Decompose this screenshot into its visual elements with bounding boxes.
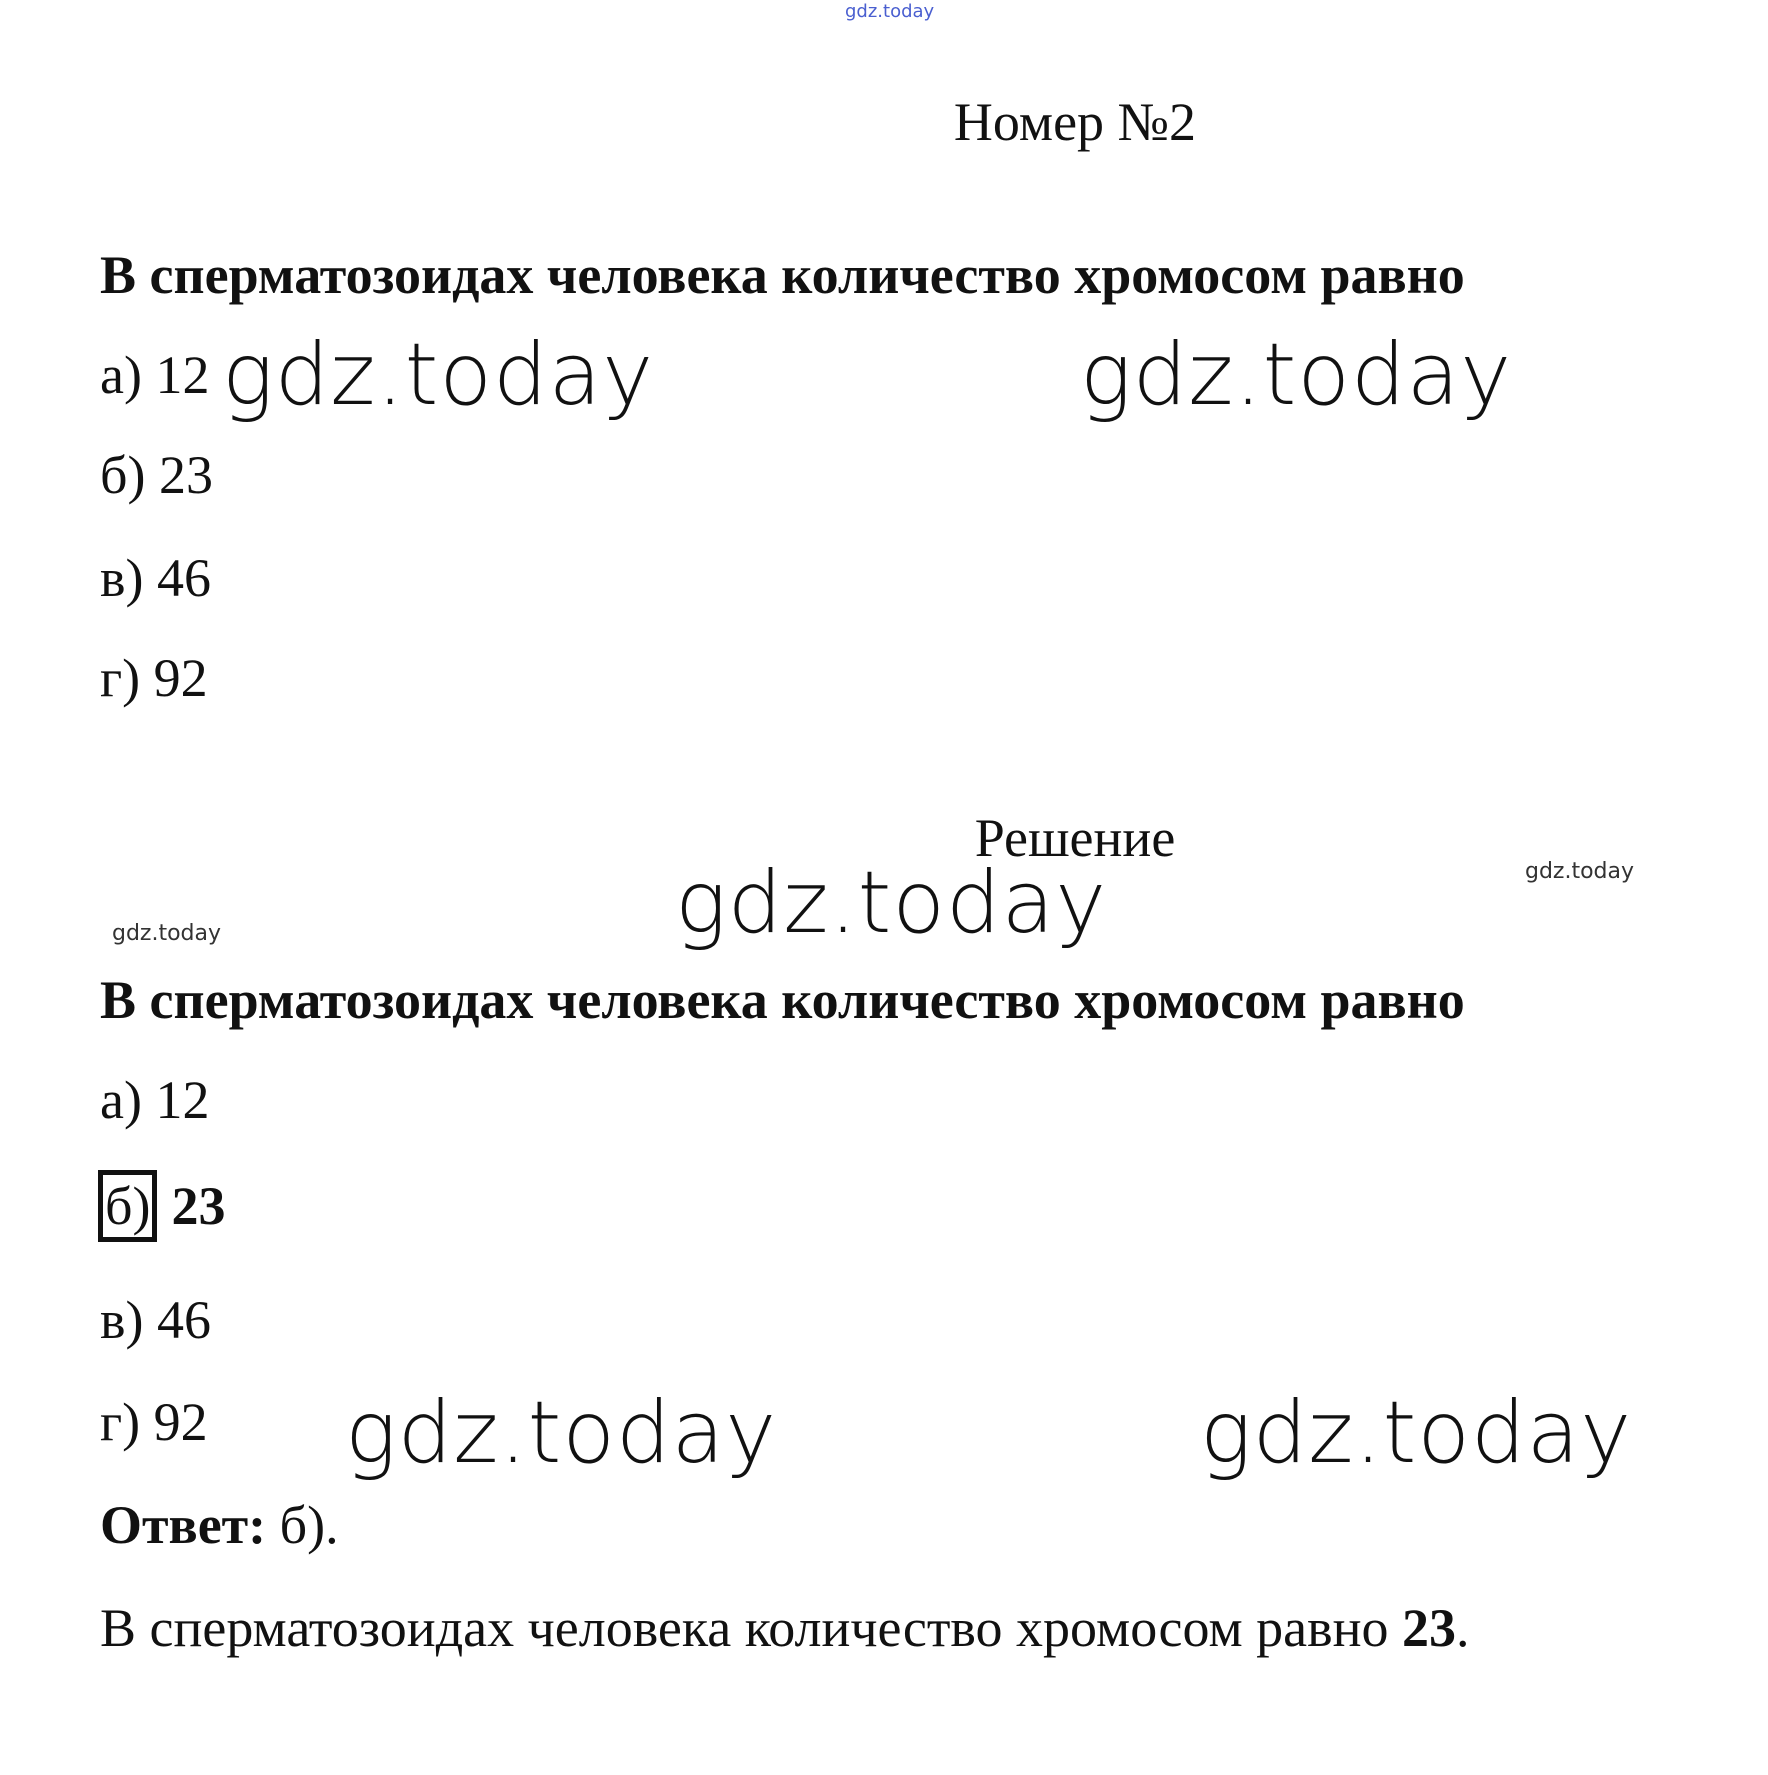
option-a — [100, 345, 209, 405]
conclusion-line — [100, 1598, 1470, 1658]
solution-option-c — [100, 1290, 211, 1350]
option-letter: в) — [100, 1290, 144, 1350]
conclusion-end: . — [1456, 1598, 1470, 1658]
watermark-2: gdz.today — [1080, 325, 1513, 425]
option-letter: г) — [100, 1392, 141, 1452]
watermark-small-right: gdz.today — [1525, 859, 1635, 884]
selected-answer-box: б) — [98, 1170, 157, 1242]
option-letter: в) — [100, 548, 144, 608]
watermark-top: gdz.today — [845, 1, 935, 22]
option-letter: г) — [100, 648, 141, 708]
answer-line — [100, 1495, 339, 1555]
option-value: 46 — [156, 548, 211, 608]
option-letter: а) — [100, 1070, 142, 1130]
page-title: Номер №2 — [953, 92, 1197, 152]
solution-option-b-selected — [98, 1170, 225, 1242]
watermark-4: gdz.today — [345, 1383, 778, 1483]
option-b — [100, 445, 213, 505]
option-value: 92 — [153, 1392, 208, 1452]
option-value: 12 — [155, 345, 210, 405]
option-value: 46 — [156, 1290, 211, 1350]
conclusion-value: 23 — [1402, 1598, 1457, 1658]
option-c — [100, 548, 211, 608]
option-value: 92 — [153, 648, 208, 708]
solution-question-text: В сперматозоидах человека количество хромосом равно — [100, 970, 1465, 1030]
option-letter: б) — [100, 445, 146, 505]
answer-label: Ответ: — [100, 1495, 267, 1555]
watermark-small-left: gdz.today — [112, 921, 222, 946]
option-value: 23 — [171, 1176, 226, 1236]
option-letter: а) — [100, 345, 142, 405]
watermark-3: gdz.today — [675, 853, 1108, 953]
option-value: 23 — [158, 445, 213, 505]
question-text: В сперматозоидах человека количество хромосом равно — [100, 245, 1465, 305]
watermark-1: gdz.today — [222, 325, 655, 425]
solution-option-d — [100, 1392, 208, 1452]
conclusion-text: В сперматозоидах человека количество хромосом равно — [100, 1598, 1389, 1658]
answer-value: б). — [279, 1495, 339, 1555]
option-value: 12 — [155, 1070, 210, 1130]
solution-title: Решение — [974, 808, 1176, 868]
solution-option-a — [100, 1070, 209, 1130]
watermark-5: gdz.today — [1200, 1383, 1633, 1483]
option-d — [100, 648, 208, 708]
